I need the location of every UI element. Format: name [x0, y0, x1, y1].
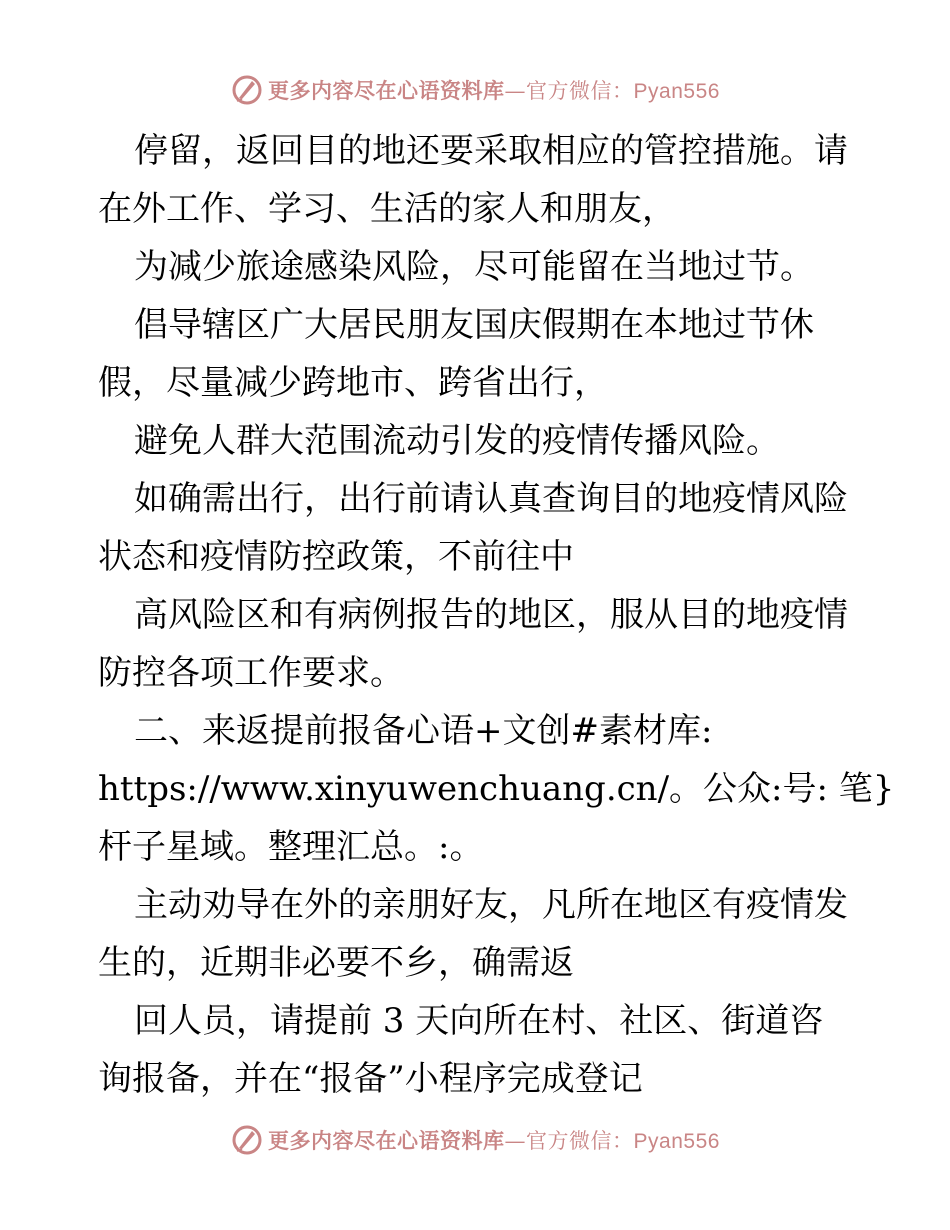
text-line: https://www.xinyuwenchuang.cn/。公众:号: 笔} — [98, 769, 895, 809]
watermark-text — [268, 75, 720, 105]
text-line: 倡导辖区广大居民朋友国庆假期在本地过节休 — [134, 305, 814, 345]
text-line: 为减少旅途感染风险，尽可能留在当地过节。 — [134, 247, 814, 287]
watermark-wechat-label: 官方微信： — [526, 79, 634, 103]
text-line: 在外工作、学习、生活的家人和朋友， — [98, 189, 676, 229]
text-line: 防控各项工作要求。 — [98, 653, 404, 693]
text-line: 询报备，并在“报备”小程序完成登记 — [98, 1059, 643, 1099]
text-line: 停留，返回目的地还要采取相应的管控措施。请 — [134, 131, 848, 171]
header-watermark — [0, 70, 950, 110]
quill-logo-icon — [230, 1123, 264, 1157]
text-line: 二、来返提前报备心语+文创#素材库: — [134, 711, 713, 751]
body-text — [98, 122, 895, 1108]
watermark-text — [268, 1125, 720, 1155]
watermark-wechat-label: 官方微信： — [526, 1129, 634, 1153]
watermark-label: 更多内容尽在心语资料库 — [268, 1128, 505, 1153]
watermark-label: 更多内容尽在心语资料库 — [268, 78, 505, 103]
text-line: 生的，近期非必要不乡，确需返 — [98, 943, 574, 983]
text-line: 如确需出行，出行前请认真查询目的地疫情风险 — [134, 479, 848, 519]
text-line: 假，尽量减少跨地市、跨省出行， — [98, 363, 608, 403]
text-line: 避免人群大范围流动引发的疫情传播风险。 — [134, 421, 780, 461]
watermark-handle: Pyan556 — [633, 80, 720, 103]
text-line: 主动劝导在外的亲朋好友，凡所在地区有疫情发 — [134, 885, 848, 925]
text-line: 高风险区和有病例报告的地区，服从目的地疫情 — [134, 595, 848, 635]
watermark-separator: — — [504, 1129, 527, 1153]
text-line: 状态和疫情防控政策，不前往中 — [98, 537, 574, 577]
text-line: 回人员，请提前 3 天向所在村、社区、街道咨 — [134, 1001, 824, 1041]
watermark-handle: Pyan556 — [633, 1130, 720, 1153]
footer-watermark — [0, 1120, 950, 1160]
quill-logo-icon — [230, 73, 264, 107]
text-line: 杆子星域。整理汇总。:。 — [98, 827, 484, 867]
watermark-separator: — — [504, 79, 527, 103]
